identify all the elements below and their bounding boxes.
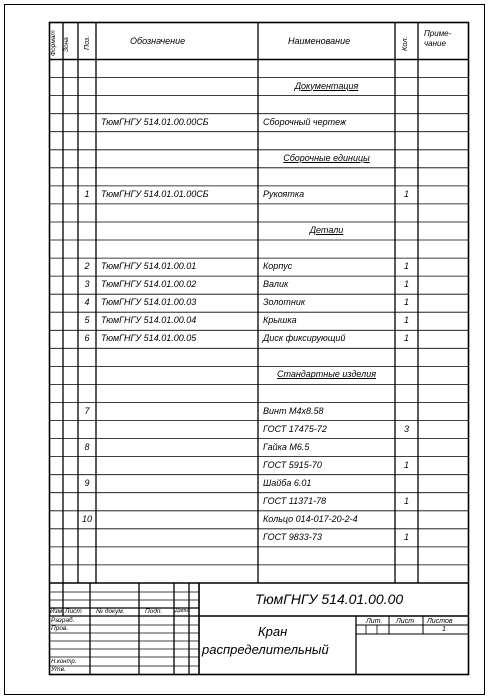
row-designation: ТюмГНГУ 514.01.00.02: [101, 279, 197, 290]
role-developer: Разраб.: [51, 617, 75, 624]
header-note-line2: чание: [424, 39, 446, 48]
row-name: Сборочный чертеж: [263, 116, 347, 127]
row-designation: ТюмГНГУ 514.01.01.00СБ: [101, 188, 209, 199]
row-name: ГОСТ 11371-78: [263, 495, 327, 506]
row-designation: ТюмГНГУ 514.01.00.00СБ: [101, 116, 209, 127]
row-name: Шайба 6.01: [263, 477, 312, 488]
row-qty: 1: [403, 188, 409, 199]
col-date: Дата: [175, 608, 190, 614]
row-name: ГОСТ 5915-70: [263, 459, 322, 470]
row-qty: 1: [403, 297, 409, 308]
header-name: Наименование: [288, 36, 351, 46]
role-checker: Пров.: [51, 625, 69, 632]
title-line2: распределительный: [202, 642, 329, 657]
row-qty: 1: [403, 315, 409, 326]
row-qty: 1: [403, 459, 409, 470]
row-designation: ТюмГНГУ 514.01.00.05: [101, 333, 197, 344]
col-docnum: № докум.: [96, 608, 125, 615]
section-heading: Детали: [309, 225, 344, 235]
header-format: Формат: [50, 30, 57, 56]
row-name: ГОСТ 9833-73: [263, 531, 322, 542]
col-change: Изм: [50, 608, 63, 615]
row-pos: 3: [84, 279, 90, 290]
row-pos: 8: [84, 441, 90, 452]
section-heading: Стандартные изделия: [276, 369, 377, 380]
row-pos: 7: [84, 405, 90, 416]
row-pos: 4: [84, 297, 90, 308]
row-designation: ТюмГНГУ 514.01.00.01: [101, 261, 197, 272]
title-line1: Кран: [258, 624, 288, 639]
section-heading: Документация: [294, 80, 359, 91]
sheets-value: 1: [442, 626, 446, 633]
row-qty: 3: [403, 423, 409, 434]
row-name: ГОСТ 17475-72: [263, 423, 327, 434]
header-note-line1: Приме-: [424, 29, 452, 38]
row-pos: 1: [84, 188, 90, 199]
row-name: Винт М4х8.58: [263, 405, 324, 416]
row-name: Диск фиксирующий: [263, 333, 346, 344]
header-pos: Поз.: [84, 35, 91, 50]
lit-label: Лит.: [366, 618, 383, 625]
col-sign: Подп.: [145, 608, 163, 615]
row-designation: ТюмГНГУ 514.01.00.03: [101, 297, 197, 308]
role-ncontrol: Н.контр.: [51, 659, 77, 665]
sheets-label: Листов: [427, 618, 453, 625]
row-pos: 9: [84, 477, 90, 488]
row-name: Крышка: [263, 315, 297, 326]
row-pos: 6: [84, 333, 90, 344]
section-heading: Сборочные единицы: [283, 152, 370, 163]
row-name: Рукоятка: [263, 188, 305, 199]
header-designation: Обозначение: [130, 36, 186, 46]
row-name: Корпус: [263, 261, 293, 272]
row-designation: ТюмГНГУ 514.01.00.04: [101, 315, 197, 326]
row-pos: 10: [81, 513, 92, 524]
row-qty: 1: [403, 495, 409, 506]
row-qty: 1: [403, 261, 409, 272]
header-zone: Зона: [63, 37, 70, 52]
row-name: Валик: [263, 279, 289, 290]
row-qty: 1: [403, 279, 409, 290]
col-sheet: Лист: [65, 608, 82, 615]
row-name: Гайка М6.5: [263, 441, 310, 452]
doc-code: ТюмГНГУ 514.01.00.00: [255, 591, 404, 607]
row-pos: 2: [84, 261, 90, 272]
row-qty: 1: [403, 531, 409, 542]
row-qty: 1: [403, 333, 409, 344]
role-approve: Утв.: [51, 666, 66, 673]
row-pos: 5: [84, 315, 90, 326]
sheet-label: Лист: [396, 618, 415, 625]
header-qty: Кол.: [400, 36, 409, 51]
row-name: Золотник: [263, 297, 306, 308]
row-name: Кольцо 014-017-20-2-4: [263, 513, 358, 524]
